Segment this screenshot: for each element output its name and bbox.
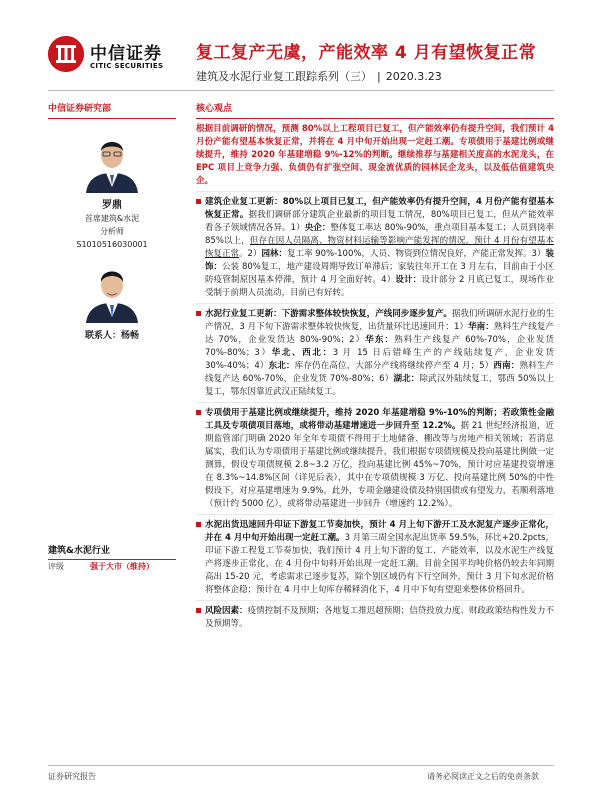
rating-value: 强于大市（维持）	[90, 562, 154, 571]
keyword: 设计：	[395, 275, 422, 285]
analyst-code: S1010516030001	[76, 240, 148, 249]
subtitle-separator: |	[377, 70, 381, 83]
paragraph-text: 。2）	[239, 249, 262, 259]
paragraph-lead: 专项债用于基建比例或继续提升，维持 2020 年基建増稳 9%-10%的判断；若政策性金融工具及专项债项目落地，或将带动基建增速进一步回升至 12.2%。	[205, 408, 554, 431]
logo-english-text: CITIC SECURITIES	[90, 62, 164, 70]
paragraph-text: 熟料生产线复产达 60%-70%，企业发货 70%-80%；6）	[205, 361, 554, 384]
section-title: 核心观点	[196, 95, 554, 119]
square-bullet-icon	[196, 410, 201, 415]
header-divider	[48, 90, 554, 91]
paragraph-text: 据我们所调研水泥行业的生产情况，3 月下旬下游需求整体较快恢复，出货量环比迅速回升：1）	[205, 309, 554, 332]
report-date: 2020.3.23	[385, 70, 442, 83]
paragraph-cement	[196, 303, 554, 399]
footer-disclaimer: 请务必阅读正文之后的免责条款	[427, 772, 539, 781]
paragraph-lead: 风险因素：	[205, 606, 248, 616]
keyword: 华北、西北：	[271, 348, 333, 358]
contact-person: 联系人：杨畅	[84, 331, 139, 341]
square-bullet-icon	[196, 311, 201, 316]
main-content	[196, 95, 554, 631]
paragraph-text: 据我们调研部分建筑企业最新的项目复工情况，80%项目已复工，但从产能效率看各子领域情况各异。1）	[205, 210, 554, 233]
analyst-info	[48, 199, 176, 251]
citic-logo-icon	[48, 36, 84, 72]
keyword: 装饰：	[205, 249, 554, 272]
paragraph-text: 公装 80%复工，地产建设周期导致订单滞后；家装往年开工在 3 月左右，目前由于小区防疫管制原因基本停滞，预计 4 月全面好转。4）	[205, 262, 554, 285]
paragraph-lead: 水泥出货迅速回升印证下游复工节奏加快，预计 4 月上旬下游开工及水泥复产逐步正常化，并在 4 月中旬开始出现一定赶工潮。	[205, 520, 554, 543]
footer-divider	[48, 765, 554, 766]
paragraph-text: 除武汉外陆续复工，鄂西 50%以上复工，鄂东因靠近武汉正陆续复工。	[205, 374, 554, 397]
keyword: 湖北：	[393, 374, 420, 384]
underlined-text: 但存在因人员隔离、物资材料运输等影响产能发挥的情况，预计 4 月份有望基本恢复正常	[205, 236, 554, 259]
paragraph-special-bonds	[196, 402, 554, 511]
paragraph-text: 3 月第三周全国水泥出货率 59.5%，环比+20.2pcts，印证下游工程复工节奏加快，我们预计 4 月上旬下游的复工、产能效率，以及水泥生产线复产将逐步正常化，在 4 月份中旬料开始出现一定赶工潮。目前全国平均吨价格仍较去年同期高出 15-20 元，考虑需求已逐步复苏，除个别区域仍有下行空间外，预计 3 月下旬水泥价格将整体企稳；预计在 4 月中上旬库存稀释消化下，4 月中下旬有望迎来整体价格回升。	[205, 533, 554, 595]
logo-chinese-text: 中信证券	[90, 44, 162, 64]
footer-left-text: 证券研究报告	[48, 772, 96, 781]
paragraph-text: 疫情控制不及预期；各地复工推迟超预期；信贷投放力度、财政政策结构性发力不及预期等。	[205, 606, 554, 629]
keyword: 华南：	[468, 322, 494, 332]
keyword: 东北：	[268, 361, 295, 371]
paragraph-text: 设计部分 2 月底已复工，现场作业受制于前期人员流动，目前已有好转。	[205, 275, 554, 298]
keyword: 园林：	[261, 249, 287, 259]
keyword: 西南：	[493, 361, 520, 371]
report-title: 复工复产无虞，产能效率 4 月有望恢复正常	[196, 43, 537, 63]
analyst-photo	[80, 127, 144, 193]
citic-logo	[48, 36, 166, 78]
paragraph-text: 库存仍在高位，大部分产线将继续停产至 4 月；5）	[294, 361, 494, 371]
paragraph-text: 熟料生产线复产 60%-70%，企业发货 70%-80%；3）	[205, 335, 554, 358]
square-bullet-icon	[196, 522, 201, 527]
paragraph-cement-shipment	[196, 514, 554, 597]
analyst-role-line2: 分析师	[100, 227, 124, 236]
industry-label: 建筑&水泥行业	[48, 543, 176, 560]
report-header	[0, 0, 600, 100]
paragraph-text: 3 月 15 日后错峰生产的产线陆续复产，企业发货 30%-40%；4）	[205, 348, 554, 371]
summary-text: 根据目前调研的情况，预测 80%以上工程项目已复工，但产能效率仍有提升空间，我们预计 4 月份产能有望基本恢复正常，并将在 4 月中旬开始出现一定赶工潮。专项债用于基建比例或继续提升，维持 2020 年基建増稳 9%-12%的判断。继续推荐与基建相关度高的水泥龙头，在 EPC 项目上竞争力强、负债仍有扩张空间、现金流优质的园林民企龙头，以及低估值建筑央企。	[196, 124, 554, 186]
paragraph-lead: 建筑企业复工更新：80%以上项目已复工，但产能效率仍有提升空间，4 月份产能有望基本恢复正常。	[205, 197, 554, 220]
analyst-role-line1: 首席建筑&水泥	[84, 214, 140, 223]
square-bullet-icon	[196, 608, 201, 613]
square-bullet-icon	[196, 199, 201, 204]
paragraph-text: 整体复工率达 80%-90%，重点项目基本复工；人员到岗率 85%以上，	[205, 223, 554, 246]
paragraph-text: 熟料生产线复产达 70%，企业发货达 80%-90%；2）	[205, 322, 554, 345]
institute-label: 中信证券研究部	[48, 95, 176, 119]
left-sidebar	[48, 95, 176, 755]
report-subtitle	[196, 68, 442, 84]
paragraph-text: 复工率 90%-100%，人员、物资到位情况良好，产能正常发挥。3）	[286, 249, 546, 259]
paragraph-text: 据 21 世纪经济报道，近期监管部门明确 2020 年全年专项债不得用于土地储备、棚改等与房地产相关领域；若消息属实，我们认为专项债用于基建比例或继续提升，我们根据专项债规模及投向基建比例做一定测算，假设专项债规模 2.8~3.2 万亿，投向基建比例 45%~70%，预计对应基建投资增速在 8.3%~14.8%区间（详见后表），其中在专项债规模 3 万亿、投向基建比例 50%的中性假设下，对应基建增速为 9.9%。此外，专项金融建设债及特别国债或有望发力，若顺利落地（预计约 5000 亿），或将带动基建进一步回升（增速约 12.2%）。	[205, 421, 554, 509]
paragraph-risks	[196, 600, 554, 631]
keyword: 华东：	[365, 335, 395, 345]
rating-label: 评级	[48, 562, 64, 571]
paragraph-construction	[196, 191, 554, 300]
analyst-name: 罗鼎	[102, 200, 122, 211]
keyword: 央企：	[304, 223, 331, 233]
series-name: 建筑及水泥行业复工跟踪系列（三）	[196, 70, 372, 83]
paragraph-lead: 水泥行业复工更新：下游需求整体较快恢复，产线同步逐步复产。	[205, 309, 452, 319]
contact-photo	[80, 257, 144, 323]
